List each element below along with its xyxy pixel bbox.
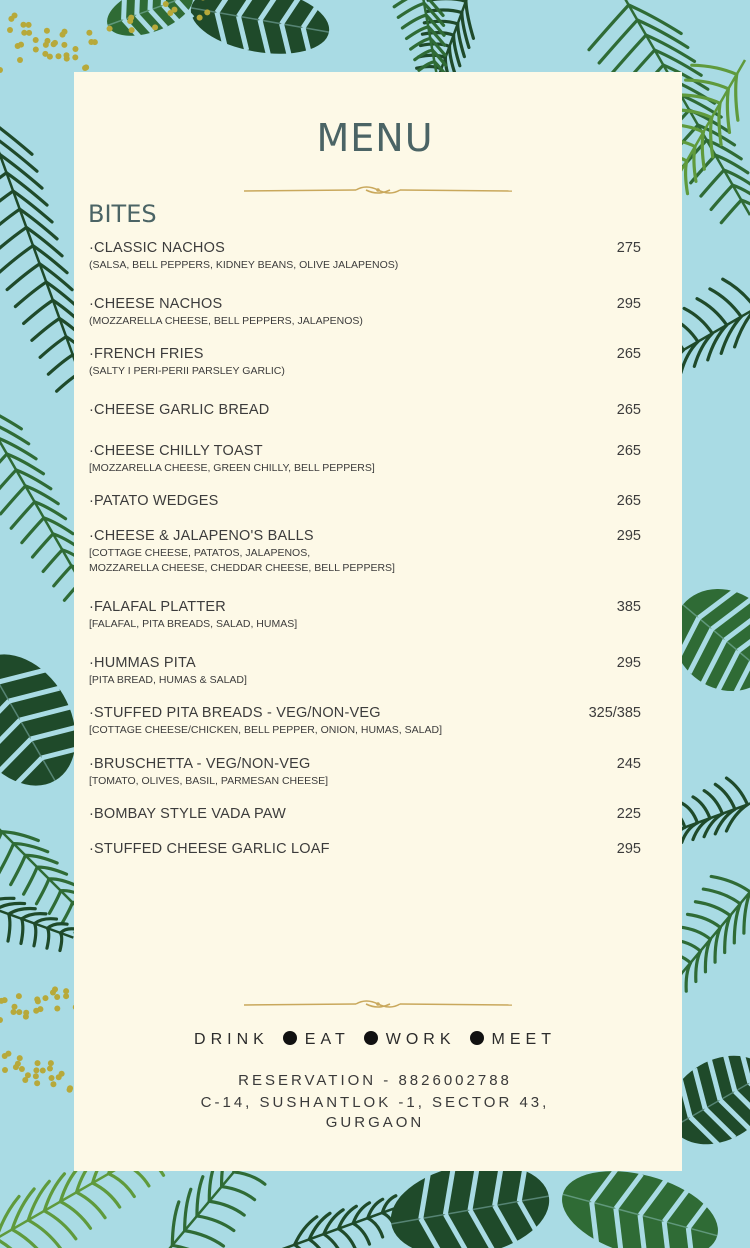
menu-item-description: [FALAFAL, PITA BREADS, SALAD, HUMAS]	[89, 618, 298, 630]
menu-item-price: 295	[616, 528, 641, 544]
section-heading-bites: BITES	[88, 200, 157, 228]
menu-item	[89, 240, 641, 273]
ornament-divider-bottom	[244, 997, 512, 1011]
monstera-leaf	[100, 0, 200, 46]
menu-item	[89, 493, 641, 509]
tagline	[0, 1031, 750, 1049]
mimosa-sprig	[0, 986, 80, 1023]
tagline-word-drink: DRINK	[194, 1031, 269, 1048]
menu-item	[89, 841, 641, 857]
menu-item	[89, 402, 641, 418]
palm-leaf	[394, 0, 446, 75]
menu-item-name: ·STUFFED PITA BREADS - VEG/NON-VEG	[89, 705, 381, 721]
menu-item	[89, 528, 641, 576]
address-line-1: C-14, SUSHANTLOK -1, SECTOR 43,	[200, 1094, 550, 1111]
menu-item	[89, 599, 641, 632]
menu-item-price: 245	[616, 756, 641, 772]
address-line-2: GURGAON	[325, 1114, 425, 1131]
menu-item	[89, 806, 641, 822]
menu-item-name: ·BOMBAY STYLE VADA PAW	[89, 806, 286, 822]
menu-item-name: ·CLASSIC NACHOS	[89, 240, 225, 256]
menu-item-description: [COTTAGE CHEESE, PATATOS, JALAPENOS, MOZZARELLA CHEESE, CHEDDAR CHEESE, BELL PEPPERS]	[89, 547, 395, 574]
tagline-word-work: WORK	[385, 1031, 456, 1048]
bullet-dot-icon	[283, 1031, 297, 1045]
menu-item-price: 325/385	[588, 705, 641, 721]
palm-leaf	[0, 898, 78, 950]
menu-item-price: 295	[616, 841, 641, 857]
menu-item-name: ·BRUSCHETTA - VEG/NON-VEG	[89, 756, 311, 772]
menu-item	[89, 443, 641, 476]
menu-item-name: ·PATATO WEDGES	[89, 493, 219, 509]
menu-item	[89, 655, 641, 688]
menu-item-name: ·FALAFAL PLATTER	[89, 599, 226, 615]
menu-item-description: [PITA BREAD, HUMAS & SALAD]	[89, 674, 247, 686]
menu-item-name: ·STUFFED CHEESE GARLIC LOAF	[89, 841, 330, 857]
menu-item-description: [TOMATO, OLIVES, BASIL, PARMESAN CHEESE]	[89, 775, 329, 787]
menu-item-name: ·CHEESE GARLIC BREAD	[89, 402, 270, 418]
bullet-dot-icon	[470, 1031, 484, 1045]
tagline-word-eat: EAT	[304, 1031, 350, 1048]
menu-item	[89, 756, 641, 789]
menu-item-description: [COTTAGE CHEESE/CHICKEN, BELL PEPPER, ONION, HUMAS, SALAD]	[89, 724, 442, 736]
tagline-word-meet: MEET	[491, 1031, 556, 1048]
menu-item-name: ·CHEESE NACHOS	[89, 296, 223, 312]
menu-item-price: 385	[616, 599, 641, 615]
menu-item-price: 265	[616, 346, 641, 362]
menu-item-price: 295	[616, 296, 641, 312]
menu-item	[89, 296, 641, 329]
menu-item	[89, 346, 641, 379]
menu-item-price: 265	[616, 443, 641, 459]
menu-item-name: ·CHEESE & JALAPENO'S BALLS	[89, 528, 314, 544]
bullet-dot-icon	[364, 1031, 378, 1045]
menu-item-price: 295	[616, 655, 641, 671]
menu-item-name: ·HUMMAS PITA	[89, 655, 196, 671]
reservation-phone: RESERVATION - 8826002788	[238, 1072, 512, 1089]
ornament-divider-top	[244, 183, 512, 197]
menu-item-price: 265	[616, 402, 641, 418]
menu-item-description: (SALTY I PERI-PERII PARSLEY GARLIC)	[89, 365, 285, 377]
menu-item-description: (SALSA, BELL PEPPERS, KIDNEY BEANS, OLIVE JALAPENOS)	[89, 259, 399, 271]
menu-item	[89, 705, 641, 738]
menu-item-name: ·FRENCH FRIES	[89, 346, 204, 362]
menu-title: MENU	[316, 116, 434, 160]
menu-item-price: 265	[616, 493, 641, 509]
menu-item-price: 275	[616, 240, 641, 256]
menu-item-description: [MOZZARELLA CHEESE, GREEN CHILLY, BELL PEPPERS]	[89, 462, 375, 474]
menu-item-name: ·CHEESE CHILLY TOAST	[89, 443, 263, 459]
menu-item-description: (MOZZARELLA CHEESE, BELL PEPPERS, JALAPENOS)	[89, 315, 363, 327]
menu-item-price: 225	[616, 806, 641, 822]
